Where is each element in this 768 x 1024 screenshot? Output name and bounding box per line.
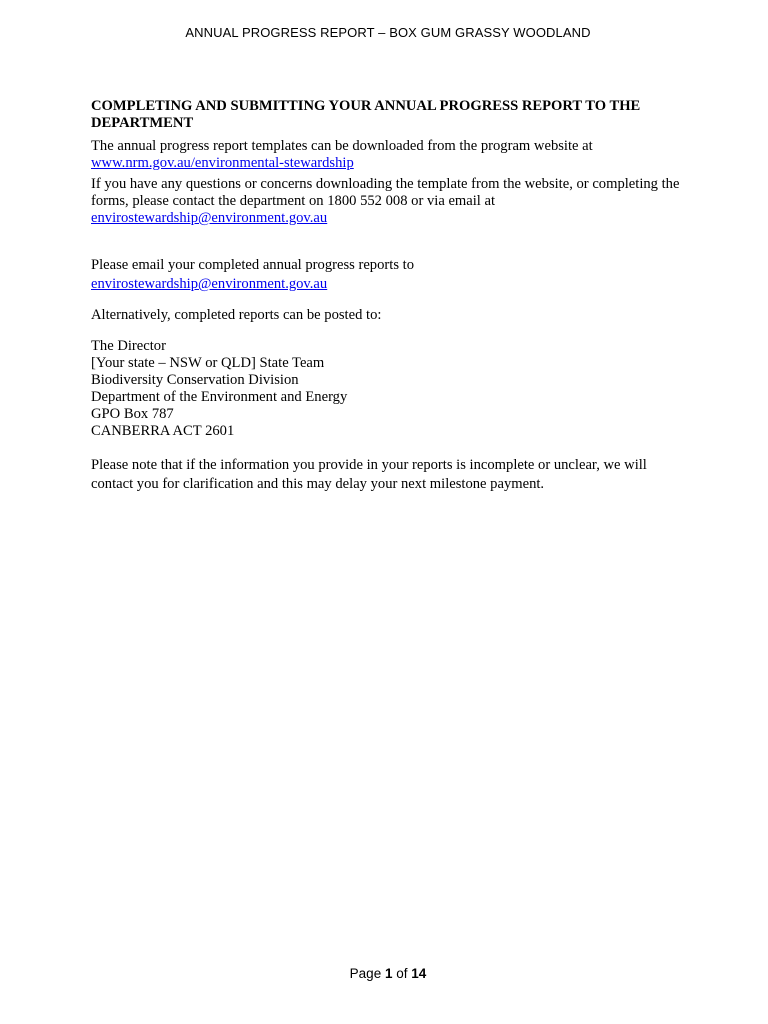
address-line: The Director (91, 338, 166, 354)
address-line: Department of the Environment and Energy (91, 389, 348, 405)
address-line: CANBERRA ACT 2601 (91, 423, 235, 439)
submit-email-link[interactable]: envirostewardship@environment.gov.au (91, 276, 328, 292)
submit-paragraph (91, 257, 691, 293)
section-heading: COMPLETING AND SUBMITTING YOUR ANNUAL PROGRESS REPORT TO THE DEPARTMENT (91, 98, 641, 131)
address-line: GPO Box 787 (91, 406, 174, 422)
document-body (91, 98, 691, 494)
page-footer (0, 966, 768, 981)
page-total: 14 (411, 966, 427, 981)
page-label: Page (349, 966, 382, 981)
postal-address (91, 338, 691, 440)
download-paragraph (91, 138, 691, 172)
note-paragraph: Please note that if the information you provide in your reports is incomplete or unclear, we will contact you for clarification and this may delay your next milestone payment. (91, 457, 647, 492)
post-paragraph: Alternatively, completed reports can be posted to: (91, 307, 382, 323)
address-line: [Your state – NSW or QLD] State Team (91, 355, 325, 371)
running-header: ANNUAL PROGRESS REPORT – BOX GUM GRASSY WOODLAND (185, 25, 591, 40)
page-current: 1 (384, 966, 393, 981)
submit-text: Please email your completed annual progress reports to (91, 257, 414, 273)
address-line: Biodiversity Conservation Division (91, 372, 299, 388)
questions-email-link[interactable]: envirostewardship@environment.gov.au (91, 210, 328, 226)
program-website-link[interactable]: www.nrm.gov.au/environmental-stewardship (91, 155, 354, 171)
download-text: The annual progress report templates can be downloaded from the program website at (91, 138, 593, 154)
questions-paragraph (91, 176, 691, 227)
of-label: of (396, 966, 408, 981)
questions-text: If you have any questions or concerns downloading the template from the website, or completing the forms, please contact the department on 1800 552 008 or via email at (91, 176, 680, 209)
